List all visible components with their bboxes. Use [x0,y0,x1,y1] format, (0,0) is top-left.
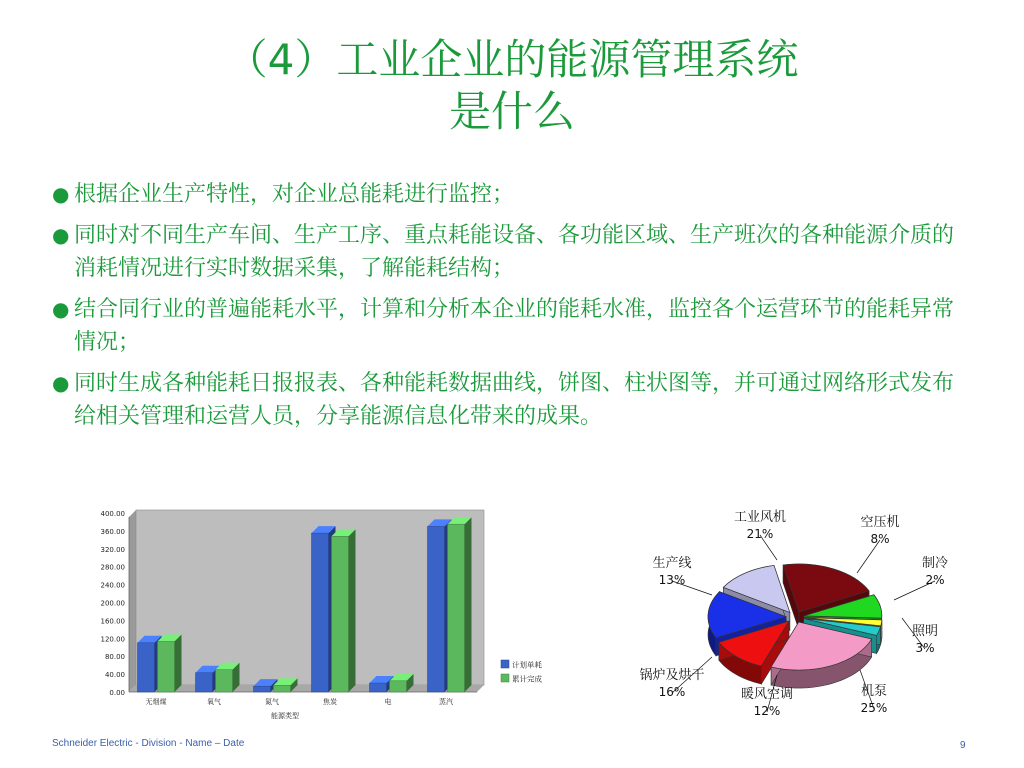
pie-pct-label: 3% [915,641,935,655]
plot-side-wall [129,510,136,692]
bullet-list [52,178,962,441]
energy-pie-chart [612,505,962,740]
y-tick-label: 400.00 [100,510,125,518]
bullet-item [52,219,962,285]
y-tick-label: 80.00 [104,653,125,662]
pie-pct-label: 12% [753,704,781,718]
y-tick-label: 160.00 [100,617,125,626]
y-tick-label: 240.00 [100,581,125,590]
pie-pct-label: 21% [746,527,774,541]
y-tick-label: 0.00 [109,689,125,697]
x-tick-label: 蒸汽 [439,698,453,706]
bar-1-2 [274,685,291,692]
bullet-item [52,293,962,359]
bullet-dot-icon: ● [52,223,70,247]
x-tick-label: 无烟煤 [145,698,167,706]
pie-pct-label: 2% [925,573,945,587]
y-tick-label: 320.00 [100,545,125,554]
pie-label: 机泵 [860,684,888,699]
bar-1-3 [332,536,349,692]
pie-pct-label: 8% [870,532,890,546]
energy-bar-chart [92,500,562,725]
y-tick-label: 360.00 [100,527,125,536]
x-tick-label: 氧气 [207,698,221,706]
pie-label: 工业风机 [733,510,787,525]
bar-0-1 [196,673,213,692]
bar-1-5 [448,524,465,692]
bullet-text: 同时生成各种能耗日报报表、各种能耗数据曲线，饼图、柱状图等，并可通过网络形式发布给相关管理和运营人员，分享能源信息化带来的成果。 [74,371,955,429]
bar-0-5 [428,526,445,692]
bullet-dot-icon: ● [52,371,70,395]
bullet-text: 同时对不同生产车间、生产工序、重点耗能设备、各功能区域、生产班次的各种能源介质的消耗情况进行实时数据采集，了解能耗结构； [74,223,955,281]
legend-label: 累计完成 [512,674,542,684]
bar-side [349,529,356,692]
bar-1-1 [216,670,233,692]
y-tick-label: 280.00 [100,563,125,572]
y-tick-label: 200.00 [100,599,125,608]
x-tick-label: 电 [384,698,392,706]
pie-label: 暖风空调 [740,687,794,702]
bullet-dot-icon: ● [52,297,70,321]
bullet-item [52,178,962,211]
pie-label: 生产线 [652,556,692,571]
title-line-2: 是什么 [448,87,575,136]
x-tick-label: 氮气 [265,698,279,706]
x-axis-title: 能源类型 [271,712,299,720]
legend-label: 计划单耗 [512,660,542,670]
title-line-1: （4）工业企业的能源管理系统 [225,35,799,84]
bullet-text: 结合同行业的普遍能耗水平，计算和分析本企业的能耗水准，监控各个运营环节的能耗异常情况； [74,297,955,355]
pie-pct-label: 13% [658,573,686,587]
page-number: 9 [960,740,966,751]
pie-label: 空压机 [860,515,900,530]
bar-0-3 [312,533,329,692]
pie-label: 制冷 [921,556,949,571]
y-tick-label: 40.00 [104,671,125,680]
footer-text: Schneider Electric - Division - Name – Date [52,738,245,749]
x-tick-label: 焦炭 [323,698,337,706]
bar-side [175,634,182,692]
bar-1-0 [158,641,175,692]
pie-label: 照明 [911,624,939,639]
bar-0-0 [138,643,155,692]
bullet-text: 根据企业生产特性，对企业总能耗进行监控； [74,182,515,207]
pie-label: 锅炉及烘干 [639,668,705,683]
pie-pct-label: 25% [860,701,888,715]
slide-title [0,34,1024,138]
pie-pct-label: 16% [658,685,686,699]
legend-swatch [501,674,509,682]
legend-swatch [501,660,509,668]
bar-0-2 [254,686,271,692]
bullet-item [52,367,962,433]
y-tick-label: 120.00 [100,635,125,644]
bar-0-4 [370,683,387,692]
bar-1-4 [390,681,407,692]
bullet-dot-icon: ● [52,182,70,206]
bar-side [465,517,472,692]
